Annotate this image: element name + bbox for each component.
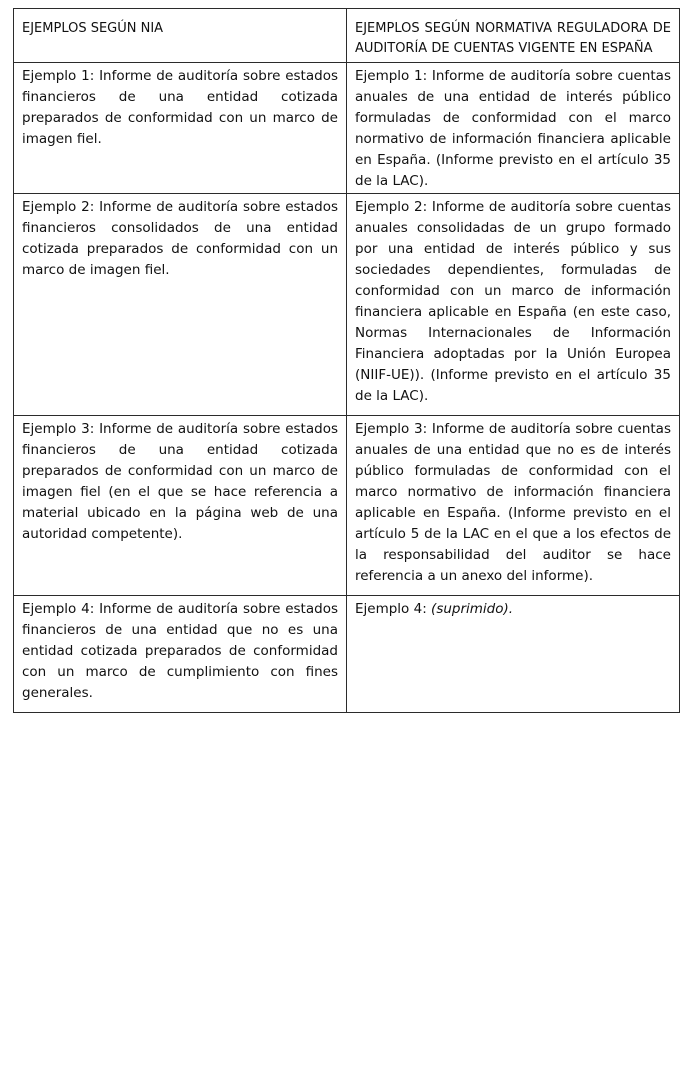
cell-nia-ejemplo-4: Ejemplo 4: Informe de auditoría sobre estados financieros de una entidad que no es una entidad cotizada preparados de conformidad con un marco de cumplimiento con fines generales. xyxy=(14,596,347,713)
table-row xyxy=(14,194,680,416)
table-row xyxy=(14,416,680,596)
ejemplo-4-prefix: Ejemplo 4: xyxy=(355,601,432,617)
cell-espana-ejemplo-2: Ejemplo 2: Informe de auditoría sobre cuentas anuales consolidadas de un grupo formado por una entidad de interés público y sus sociedades dependientes, formuladas de conformidad con un marco de información financiera aplicable en España (en este caso, Normas Internacionales de Información Financiera adoptadas por la Unión Europea (NIIF-UE)). (Informe previsto en el artículo 35 de la LAC). xyxy=(347,194,680,416)
cell-nia-ejemplo-3: Ejemplo 3: Informe de auditoría sobre estados financieros de una entidad cotizada preparados de conformidad con un marco de imagen fiel (en el que se hace referencia a material ubicado en la página web de una autoridad competente). xyxy=(14,416,347,596)
header-nia: EJEMPLOS SEGÚN NIA xyxy=(14,9,347,63)
cell-espana-ejemplo-3: Ejemplo 3: Informe de auditoría sobre cuentas anuales de una entidad que no es de interés público formuladas de conformidad con el marco normativo de información financiera aplicable en España. (Informe previsto en el artículo 5 de la LAC en el que a los efectos de la responsabilidad del auditor se hace referencia a un anexo del informe). xyxy=(347,416,680,596)
header-espana: EJEMPLOS SEGÚN NORMATIVA REGULADORA DE AUDITORÍA DE CUENTAS VIGENTE EN ESPAÑA xyxy=(347,9,680,63)
table-row xyxy=(14,63,680,194)
table-header-row xyxy=(14,9,680,63)
cell-nia-ejemplo-2: Ejemplo 2: Informe de auditoría sobre estados financieros consolidados de una entidad cotizada preparados de conformidad con un marco de imagen fiel. xyxy=(14,194,347,416)
cell-nia-ejemplo-1: Ejemplo 1: Informe de auditoría sobre estados financieros de una entidad cotizada preparados de conformidad con un marco de imagen fiel. xyxy=(14,63,347,194)
comparison-table xyxy=(13,8,680,713)
cell-espana-ejemplo-4 xyxy=(347,596,680,713)
cell-espana-ejemplo-1: Ejemplo 1: Informe de auditoría sobre cuentas anuales de una entidad de interés público formuladas de conformidad con el marco normativo de información financiera aplicable en España. (Informe previsto en el artículo 35 de la LAC). xyxy=(347,63,680,194)
table-row xyxy=(14,596,680,713)
ejemplo-4-suprimido: (suprimido). xyxy=(431,601,514,617)
